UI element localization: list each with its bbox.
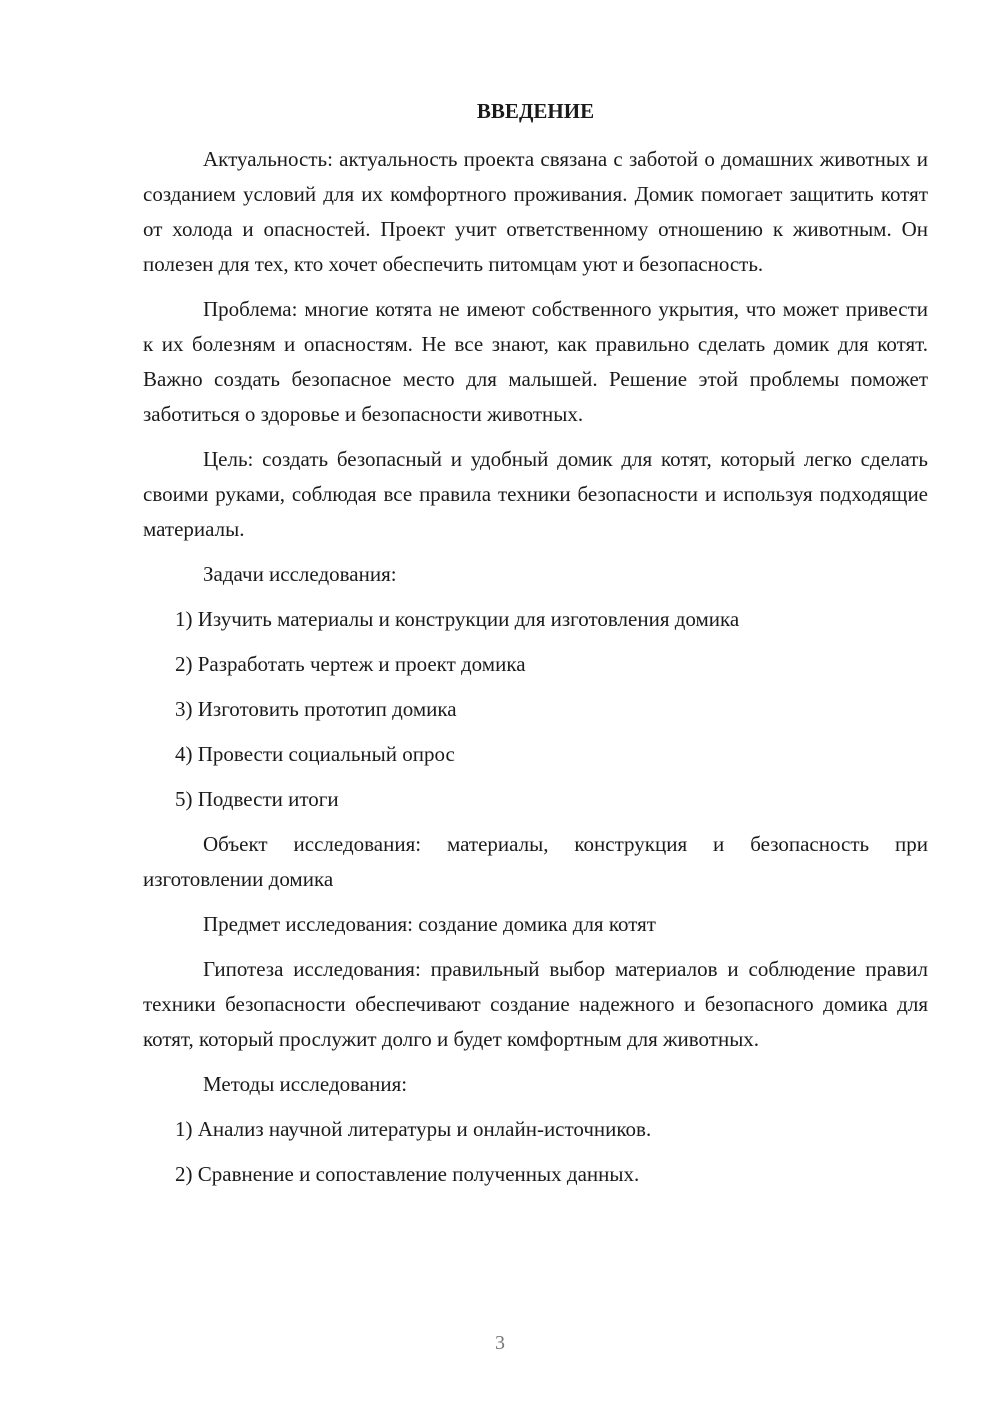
task-item: 4) Провести социальный опрос [175,742,455,766]
page-content [143,96,928,1202]
object-paragraph: Объект исследования: материалы, конструкция и безопасность при изготовлении домика [143,832,928,891]
page-number: 3 [495,1332,505,1354]
task-item: 2) Разработать чертеж и проект домика [175,652,526,676]
methods-heading: Методы исследования: [203,1072,408,1096]
goal-paragraph: Цель: создать безопасный и удобный домик для котят, который легко сделать своими руками, соблюдая все правила техники безопасности и используя подходящие материалы. [143,447,928,541]
hypothesis-paragraph: Гипотеза исследования: правильный выбор материалов и соблюдение правил техники безопасности обеспечивают создание надежного и безопасного домика для котят, который прослужит долго и будет комфортным для животных. [143,957,928,1051]
task-item: 5) Подвести итоги [175,787,339,811]
relevance-paragraph: Актуальность: актуальность проекта связана с заботой о домашних животных и созданием условий для их комфортного проживания. Домик помогает защитить котят от холода и опасностей. Проект учит ответственному отношению к животным. Он полезен для тех, кто хочет обеспечить питомцам уют и безопасность. [143,147,928,276]
method-item: 1) Анализ научной литературы и онлайн-источников. [175,1117,652,1141]
task-item: 3) Изготовить прототип домика [175,697,457,721]
task-item: 1) Изучить материалы и конструкции для изготовления домика [175,607,740,631]
problem-paragraph: Проблема: многие котята не имеют собственного укрытия, что может привести к их болезням и опасностям. Не все знают, как правильно сделать домик для котят. Важно создать безопасное место для малышей. Решение этой проблемы поможет заботиться о здоровье и безопасности животных. [143,297,928,426]
section-title: ВВЕДЕНИЕ [476,99,595,123]
method-item: 2) Сравнение и сопоставление полученных данных. [175,1162,640,1186]
subject-paragraph: Предмет исследования: создание домика для котят [203,912,656,936]
tasks-heading: Задачи исследования: [203,562,397,586]
